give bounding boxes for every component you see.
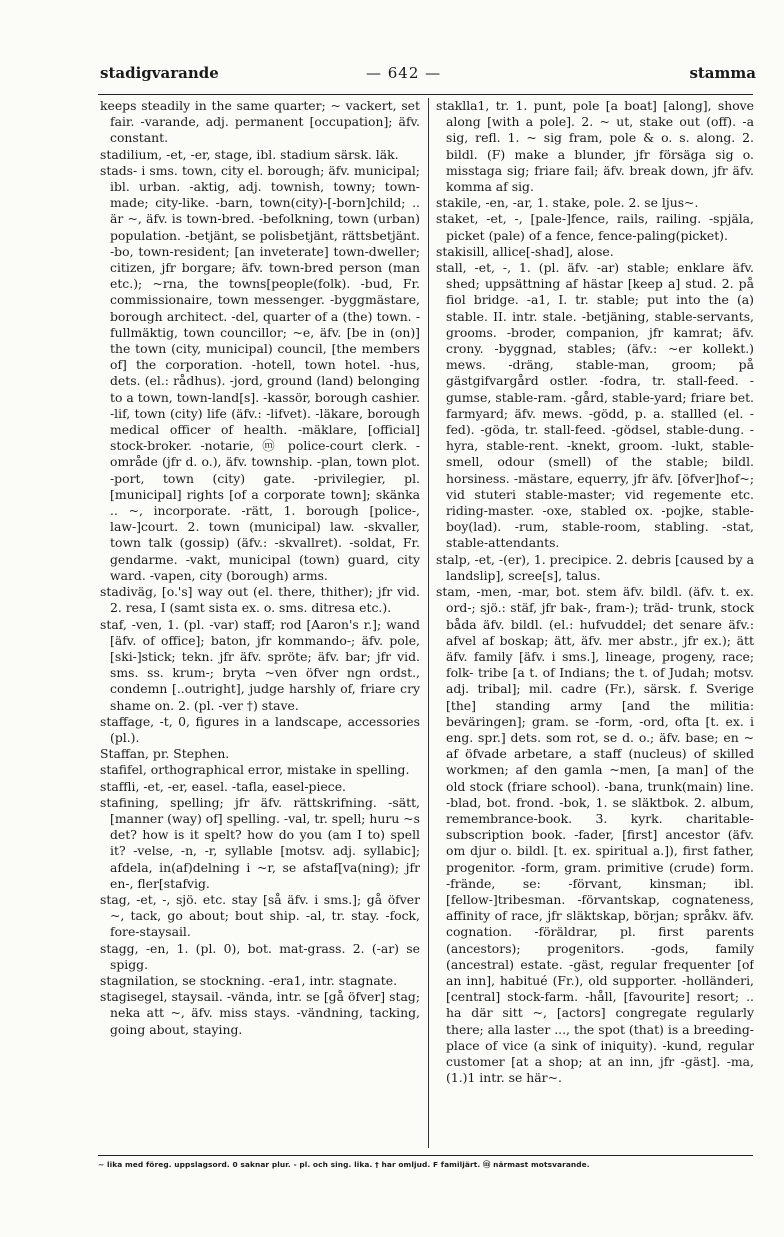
dictionary-entry: stakile, -en, -ar, 1. stake, pole. 2. se ljus~. (436, 195, 699, 211)
dictionary-entry: stagnilation, se stockning. -era1, intr. stagnate. (100, 972, 398, 988)
dictionary-entry: staffli, -et, -er, easel. -tafla, easel-piece. (100, 778, 346, 794)
header-rule (98, 94, 753, 95)
page-header (96, 62, 756, 90)
dictionary-entry: stadiväg, [o.'s] way out (el. there, thither); jfr vid. 2. resa, I (samt sista ex. o. sms. ditresa etc.). (100, 584, 420, 616)
dictionary-entry: stagisegel, staysail. -vända, intr. se [gå öfver] stag; neka att ~, äfv. miss stays. -vändning, tacking, going about, staying. (100, 989, 420, 1037)
dictionary-entry: stall, -et, -, 1. (pl. äfv. -ar) stable; enklare äfv. shed; uppsättning af hästar [keep a] stud. 2. på fiol bridge. -a1, I. tr. stable; put into the (a) stable. II. intr. stale. -betjäning, stable-servants, grooms. -broder, companion, jfr kamrat; äfv. crony. -byggnad, stables; (äfv.: ~er kollekt.) mews. -dräng, stable-man, groom; på gästgifvargård ostler. -fodra, tr. stall-feed. -gumse, stable-ram. -gård, stable-yard; friare bet. farmyard; äfv. mews. -gödd, p. a. stallled (el. -fed). -göda, tr. stall-feed. -gödsel, stable-dung. -hyra, stable-rent. -knekt, groom. -lukt, stable-smell, odour (smell) of the stable; bildl. horsiness. -mästare, equerry, jfr äfv. [öfver]hof~; vid stuteri stable-master; vid regemente etc. riding-master. -oxe, stabled ox. -pojke, stable-boy(lad). -rum, stable-room, stabling. -stat, stable-attendants. (436, 260, 754, 551)
dictionary-entry: stalp, -et, -(er), 1. precipice. 2. debris [caused by a landslip], scree[s], talus. (436, 551, 754, 583)
column-divider (428, 98, 429, 1148)
dictionary-entry: staffage, -t, 0, figures in a landscape, accessories (pl.). (100, 713, 420, 745)
footer-rule (98, 1155, 753, 1156)
dictionary-entry: stafining, spelling; jfr äfv. rättskrifning. -sätt, [manner (way) of] spelling. -val, tr. spell; huru ~s det? how is it spelt? how do you (am I to) spell it? -velse, -n, -r, syllable [motsv. adj. syllabic]; afdela, in(af)delning i ~r, se afstaf[va(ning); jfr en-, fler[stafvig. (100, 794, 420, 891)
dictionary-entry: staket, -et, -, [pale-]fence, rails, railing. -spjäla, picket (pale) of a fence, fence-paling(picket). (436, 211, 754, 243)
dictionary-entry: keeps steadily in the same quarter; ~ vackert, set fair. -varande, adj. permanent [occupation]; äfv. constant. (100, 98, 420, 146)
dictionary-entry: staklla1, tr. 1. punt, pole [a boat] [along], shove along [with a pole]. 2. ~ ut, stake out (off). -a sig, refl. 1. ~ sig fram, pole & o. s. along. 2. bildl. (F) make a blunder, jfr försäga sig o. misstaga sig; friare fail; äfv. break down, jfr äfv. komma af sig. (436, 98, 754, 195)
dictionary-entry: stam, -men, -mar, bot. stem äfv. bildl. (äfv. t. ex. ord-; sjö.: stäf, jfr bak-, fram-); träd- trunk, stock båda äfv. bildl. (el.: hufvuddel; det senare äfv.: afvel af boskap; ätt, äfv. mer abstr., jfr ex.); ätt äfv. family [äfv. i sms.], lineage, progeny, race; folk- tribe [a t. of Indians; the t. of Judah; motsv. adj. tribal]; mil. cadre (Fr.), särsk. f. Sverige [the] standing army [and the militia: beväringen]; gram. se -form, -ord, ofta [t. ex. i eng. spr.] dets. som rot, se d. o.; äfv. base; en ~ af öfvade arbetare, a staff (nucleus) of skilled workmen; af den gamla ~men, [a man] of the old stock (friare school). -bana, trunk(main) line. -blad, bot. frond. -bok, 1. se släktbok. 2. album, remembrance-book. 3. kyrk. charitable-subscription book. -fader, [first] ancestor (äfv. om djur o. bildl. [t. ex. spiritual a.]), first father, progenitor. -form, gram. primitive (crude) form. -frände, se: -förvant, kinsman; ibl. [fellow-]tribesman. -förvantskap, cognateness, affinity of race, jfr släktskap, början; språkv. äfv. cognation. -föräldrar, pl. first parents (ancestors); progenitors. -gods, family (ancestral) estate. -gäst, regular frequenter [of an inn], habitué (Fr.), old supporter. -holländeri, [central] stock-farm. -håll, [favourite] resort; .. ha där sitt ~, [actors] congregate regularly there; alla laster ..., the spot (that) is a breeding-place of vice (a sink of iniquity). -kund, regular customer [at a shop; at an inn, jfr -gäst]. -ma, (1.)1 intr. se här~. (436, 584, 754, 1086)
dictionary-entry: stadilium, -et, -er, stage, ibl. stadium särsk. läk. (100, 146, 399, 162)
dictionary-entry: Staffan, pr. Stephen. (100, 746, 230, 762)
abbreviation-legend: ~ lika med föreg. uppslagsord. 0 saknar plur. - pl. och sing. lika. † har omljud. F familjärt. ⓜ närmast motsvarande. (98, 1160, 590, 1169)
dictionary-entry: stakisill, allice[-shad], alose. (436, 243, 614, 259)
right-column (436, 98, 754, 1150)
dictionary-entry: stagg, -en, 1. (pl. 0), bot. mat-grass. 2. (-ar) se spigg. (100, 940, 420, 972)
dictionary-entry: stads- i sms. town, city el. borough; äfv. municipal; ibl. urban. -aktig, adj. townish, towny; town-made; city-like. -barn, town(city)-[-born]child; .. är ~, äfv. is town-bred. -befolkning, town (urban) population. -betjänt, se polisbetjänt, rättsbetjänt. -bo, town-resident; [an inveterate] town-dweller; citizen, jfr borgare; äfv. town-bred person (man etc.); ~rna, the towns[people(folk). -bud, Fr. commissionaire, town messenger. -byggmästare, borough architect. -del, quarter of a (the) town. -fullmäktig, town councillor; ~e, äfv. [be in (on)] the town (city, municipal) council, [the members of] the corporation. -hotell, town hotel. -hus, dets. (el.: rådhus). -jord, ground (land) belonging to a town, town-land[s]. -kassör, borough cashier. -lif, town (city) life (äfv.: -lifvet). -läkare, borough medical officer of health. -mäklare, [official] stock-broker. -notarie, ⓜ police-court clerk. -område (jfr d. o.), äfv. township. -plan, town plot. -port, town (city) gate. -privilegier, pl. [municipal] rights [of a corporate town]; skänka .. ~, incorporate. -rätt, 1. borough [police-, law-]court. 2. town (municipal) law. -skvaller, town talk (gossip) (äfv.: -skvallret). -soldat, Fr. gendarme. -vakt, municipal (town) guard, city ward. -vapen, city (borough) arms. (100, 162, 420, 583)
dictionary-entry: staf, -ven, 1. (pl. -var) staff; rod [Aaron's r.]; wand [äfv. of office]; baton, jfr kommando-; äfv. pole, [ski-]stick; tekn. jfr äfv. spröte; äfv. bar; jfr vid. sms. ss. krum-; bryta ~ven öfver ngn ordst., condemn [..outright], judge harshly of, friare cry shame on. 2. (pl. -ver †) stave. (100, 616, 420, 713)
header-left-guide-word: stadigvarande (100, 64, 219, 82)
left-column (100, 98, 420, 1150)
dictionary-entry: stafifel, orthographical error, mistake in spelling. (100, 762, 410, 778)
header-right-guide-word: stamma (689, 64, 756, 82)
page-number: — 642 — (366, 64, 442, 82)
dictionary-entry: stag, -et, -, sjö. etc. stay [så äfv. i sms.]; gå öfver ~, tack, go about; bout ship. -al, tr. stay. -fock, fore-staysail. (100, 891, 420, 940)
